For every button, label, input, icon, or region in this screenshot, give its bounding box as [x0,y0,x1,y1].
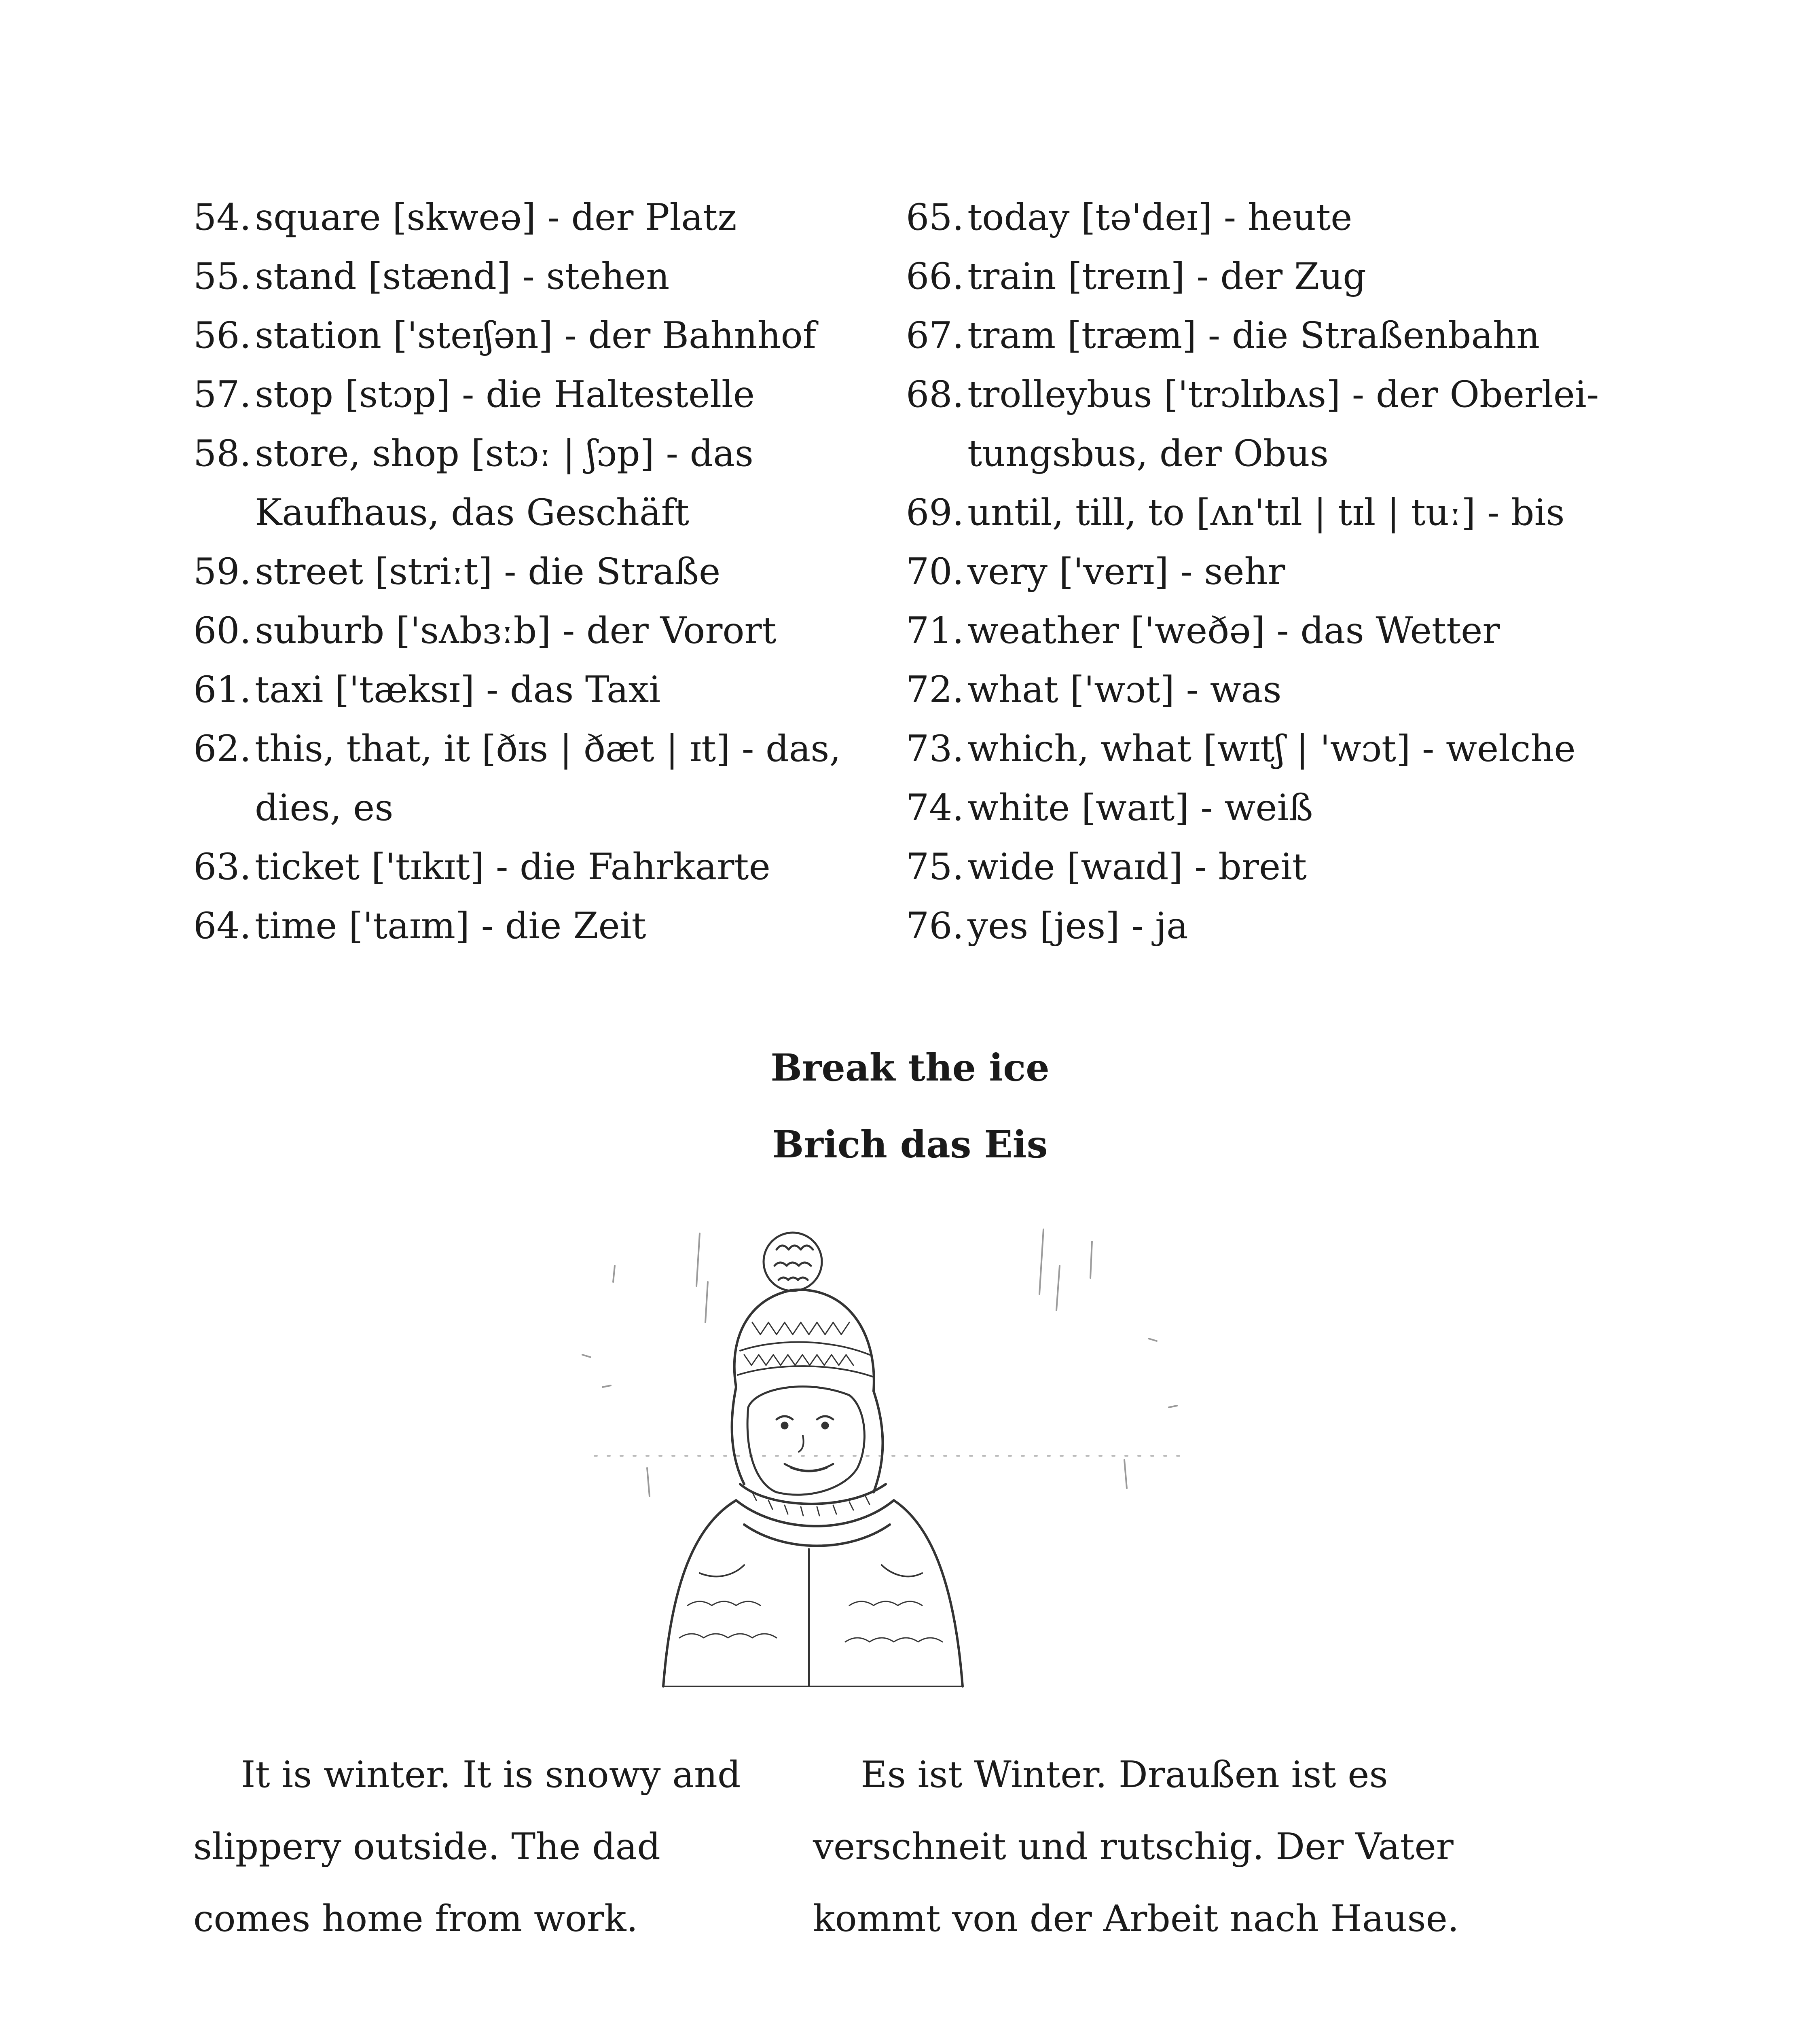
vocabulary-item-number: 60. [193,609,252,652]
vocabulary-item [193,365,849,424]
vocabulary-item [906,188,1602,247]
vocabulary-item-number: 57. [193,373,252,416]
vocabulary-item-number: 65. [906,196,964,239]
vocabulary-item-number: 66. [906,255,964,298]
child-in-snow-sketch [566,1217,1197,1690]
vocabulary-item-text: which, what [wɪtʃ | 'wɔt] - welche [967,728,1576,770]
vocabulary-item [906,601,1602,660]
vocabulary-item-number: 54. [193,196,252,239]
vocabulary-item-text: time ['taɪm] - die Zeit [255,905,646,947]
vocabulary-item-text: store, shop [stɔː | ʃɔp] - das Kaufhaus, das Geschäft [255,432,753,534]
vocabulary-item-text: ticket ['tɪkɪt] - die Fahrkarte [255,846,770,888]
vocabulary-item [906,365,1602,483]
vocabulary-item-text: stand [stænd] - stehen [255,255,670,298]
hat-pompom [764,1233,822,1291]
section-title-english: Break the ice [770,1046,1050,1089]
vocabulary-item-text: trolleybus ['trɔlɪbʌs] - der Oberleitungsbus, der Obus [967,373,1599,475]
vocabulary-item [906,838,1602,897]
vocabulary-item [193,601,849,660]
vocabulary-item-number: 64. [193,905,252,947]
vocabulary-item [906,483,1602,542]
story-paragraph-german: Es ist Winter. Draußen ist es verschneit und rutschig. Der Vater kommt von der Arbeit nach Hause. [813,1753,1459,1940]
vocabulary-item-text: taxi ['tæksɪ] - das Taxi [255,668,661,711]
vocabulary-item [193,188,849,247]
winter-jacket [663,1500,963,1686]
vocabulary-item-text: suburb ['sʌbɜːb] - der Vorort [255,609,777,652]
vocabulary-item-text: stop [stɔp] - die Haltestelle [255,373,755,416]
vocabulary-item-number: 62. [193,728,252,770]
vocabulary-item [193,897,849,956]
vocabulary-item [193,424,849,542]
vocabulary-item-text: this, that, it [ðɪs | ðæt | ɪt] - das, dies, es [255,728,841,829]
vocabulary-item-number: 69. [906,491,964,534]
vocabulary-item-text: street [striːt] - die Straße [255,550,721,593]
vocabulary-item-text: until, till, to [ʌn'tɪl | tɪl | tuː] - bis [967,491,1565,534]
vocabulary-item-text: what ['wɔt] - was [967,668,1282,711]
vocabulary-item-text: train [treɪn] - der Zug [967,255,1366,298]
background-trees [582,1229,1189,1496]
vocabulary-item-text: wide [waɪd] - breit [967,846,1307,888]
vocabulary-item-number: 63. [193,846,252,888]
section-title-german: Brich das Eis [772,1123,1048,1166]
vocabulary-item-number: 55. [193,255,252,298]
vocabulary-item [193,306,849,365]
vocabulary-item-number: 58. [193,432,252,475]
vocabulary-item-text: square [skweə] - der Platz [255,196,737,239]
vocabulary-item [193,660,849,719]
vocabulary-item-number: 74. [906,787,964,829]
vocabulary-item-number: 71. [906,609,964,652]
vocabulary-list-right [906,188,1602,956]
vocabulary-item-number: 67. [906,314,964,357]
vocabulary-item [906,247,1602,306]
vocabulary-item-number: 72. [906,668,964,711]
vocabulary-item-number: 75. [906,846,964,888]
vocabulary-item-number: 73. [906,728,964,770]
vocabulary-item [193,719,849,838]
vocabulary-item [906,778,1602,838]
vocabulary-item [906,719,1602,778]
vocabulary-item-text: tram [træm] - die Straßenbahn [967,314,1540,357]
vocabulary-item-text: today [tə'deɪ] - heute [967,196,1352,239]
vocabulary-item-number: 70. [906,550,964,593]
vocabulary-item [193,247,849,306]
vocabulary-item [193,542,849,601]
vocabulary-item-number: 59. [193,550,252,593]
child-face [747,1387,864,1495]
vocabulary-item [906,660,1602,719]
vocabulary-item-number: 76. [906,905,964,947]
vocabulary-list-left [193,188,849,956]
vocabulary-item [906,306,1602,365]
vocabulary-item-number: 68. [906,373,964,416]
vocabulary-item-text: white [waɪt] - weiß [967,787,1313,829]
vocabulary-item [906,542,1602,601]
vocabulary-item-text: weather ['weðə] - das Wetter [967,609,1500,652]
vocabulary-item-text: very ['verɪ] - sehr [967,550,1285,593]
vocabulary-item-text: station ['steɪʃən] - der Bahnhof [255,314,817,357]
vocabulary-item-text: yes [jes] - ja [967,905,1188,947]
vocabulary-item-number: 61. [193,668,252,711]
story-paragraph-english: It is winter. It is snowy and slippery outside. The dad comes home from work. [193,1753,741,1940]
vocabulary-item-number: 56. [193,314,252,357]
vocabulary-item [193,838,849,897]
vocabulary-item [906,897,1602,956]
